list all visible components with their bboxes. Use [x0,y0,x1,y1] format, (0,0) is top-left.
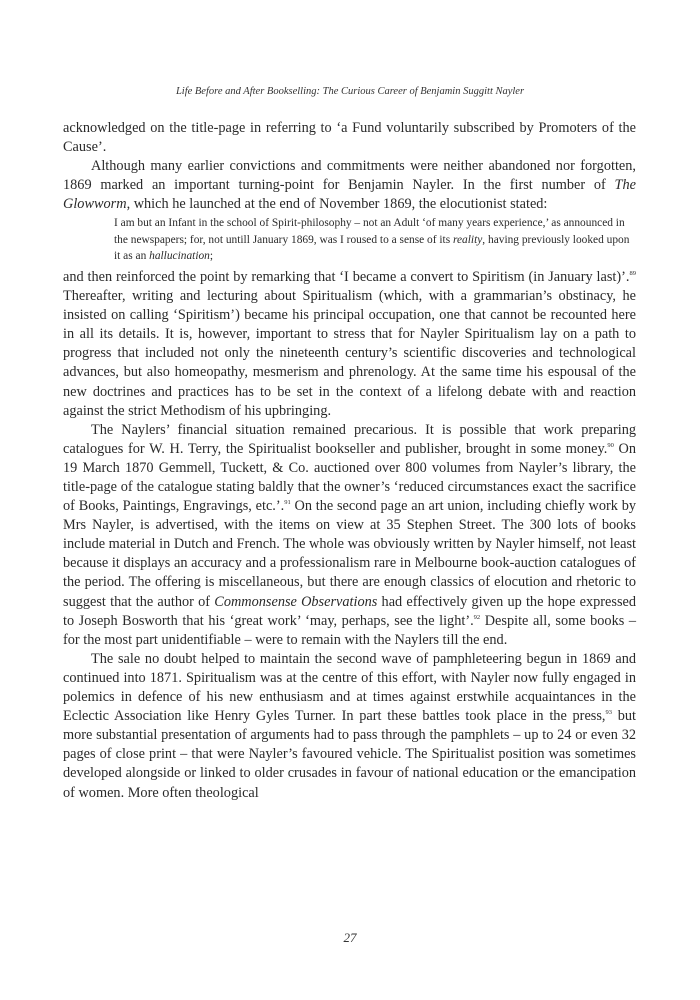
footnote-ref: 91 [284,499,291,507]
paragraph-spiritism: and then reinforced the point by remarking that ‘I became a convert to Spiritism (in January last)’.$^{89}$ Thereafter, writing and lecturing about Spiritualism (which, with a grammarian’s obstinacy, he insisted on calling ‘Spiritism’) became his principal occupation, one that cannot be recounted here in all its details. It is, however, important to stress that for Nayler Spiritualism lay on a path to progress that included not only the nineteenth century’s scientific discoveries and technological advances, but also homeopathy, mesmerism and phrenology. At the same time his espousal of the new doctrines and practices has to be set in the context of a lifelong debate with and reaction against the strict Methodism of his upbringing. [63,268,636,419]
footnote-ref: 89 [629,269,636,277]
running-head: Life Before and After Bookselling: The Curious Career of Benjamin Suggitt Nayler [175,86,525,97]
footnote-ref: 93 [605,709,612,717]
footnote-ref: 90 [607,441,614,449]
page-number: 27 [343,930,357,945]
paragraph-finances: The Naylers’ financial situation remained precarious. It is possible that work preparing catalogues for W. H. Terry, the Spiritualist bookseller and publisher, brought in some money.$^{90}$ On 19 March 1870 Gemmell, Tuckett, & Co. auctioned over 800 volumes from Nayler’s library, the title-page of the catalogue stating baldly that the owner’s ‘reduced circumstances exact the sacrifice of Books, Paintings, Engravings, etc.’.$^{91}$ On the second page an art union, including chiefly work by Mrs Nayler, is advertised, with the items on view at 35 Stephen Street. The 300 lots of books include material in Dutch and French. The whole was obviously written by Nayler himself, not least because it displays an accuracy and a professionalism rare in Melbourne book-auction catalogues of the period. The offering is miscellaneous, but there are enough classics of elocution and rhetoric to suggest that the author of Commonsense Observations had effectively given up the hope expressed to Joseph Bosworth that his ‘great work’ ‘may, perhaps, see the light’.$^{92}$ Despite all, some books – for the most part unidentifiable – were to remain with the Naylers till the end. [63,421,636,648]
title-commonsense-observations: Commonsense Observations [214,593,378,610]
paragraph-turning-point: Although many earlier convictions and commitments were neither abandoned nor forgotten, 1869 marked an important turning-point for Benjamin Nayler. In the first number of The Glowworm, which he launched at the end of November 1869, the elocutionist stated: [63,158,636,213]
paragraph-pamphleteering: The sale no doubt helped to maintain the second wave of pamphleteering begun in 1869 and continued into 1871. Spiritualism was at the centre of this effort, with Nayler now fully engaged in polemics in defence of his new enthusiasm and at times against erstwhile acquaintances in the Eclectic Association like Henry Gyles Turner. In part these battles took place in the press,$^{93}$ but more substantial presentation of arguments had to pass through the pamphlets – up to 24 or even 32 pages of close print – that were Nayler’s favoured vehicle. The Spiritualist position was sometimes developed alongside or linked to older crusades in favour of national education or the emancipation of women. More often theological [63,650,637,801]
block-quote: I am but an Infant in the school of Spirit-philosophy – not an Adult ‘of many years experience,’ as announced in the newspapers; for, not untill January 1869, was I roused to a sense of its reality, having previously looked upon it as an hallucination; [114,217,630,263]
paragraph-continuation: acknowledged on the title-page in referring to ‘a Fund voluntarily subscribed by Promoters of the Cause’. [63,120,636,156]
title-the-glowworm: The Glowworm [63,177,636,213]
footnote-ref: 92 [473,613,481,621]
body-text [63,119,636,803]
